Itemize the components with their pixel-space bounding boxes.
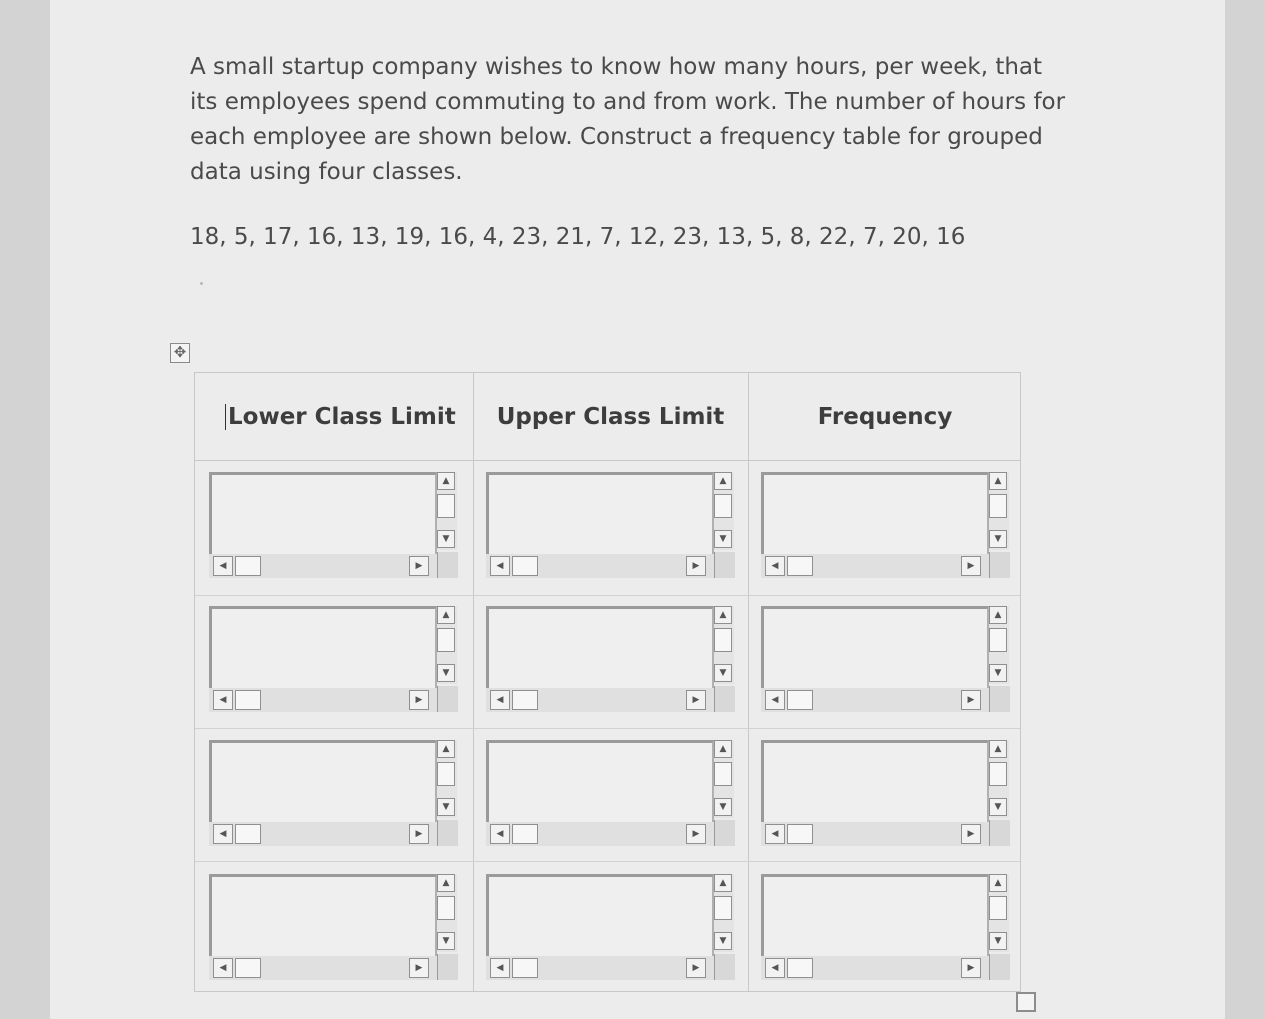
scroll-thumb[interactable]	[787, 958, 813, 978]
vertical-scrollbar[interactable]	[989, 606, 1009, 684]
textarea-widget	[761, 472, 1013, 584]
arrow-left-icon[interactable]: ◀	[765, 824, 785, 844]
column-divider	[473, 373, 474, 991]
textarea-widget	[761, 740, 1013, 852]
horizontal-scrollbar[interactable]	[761, 554, 989, 578]
scroll-thumb[interactable]	[235, 824, 261, 844]
arrow-up-icon[interactable]: ▲	[989, 740, 1007, 758]
scroll-thumb[interactable]	[512, 556, 538, 576]
arrow-up-icon[interactable]: ▲	[437, 472, 455, 490]
arrow-left-icon[interactable]: ◀	[765, 556, 785, 576]
scroll-corner	[714, 686, 735, 712]
scroll-thumb[interactable]	[714, 762, 732, 786]
scroll-thumb[interactable]	[437, 494, 455, 518]
vertical-scrollbar[interactable]	[437, 874, 457, 952]
scroll-thumb[interactable]	[989, 762, 1007, 786]
horizontal-scrollbar[interactable]	[486, 956, 714, 980]
question-text: A small startup company wishes to know how many hours, per week, that its employees spend commuting to and from work. The number of hours for each employee are shown below. Construct a frequency table for grouped data using four classes.	[190, 54, 1066, 185]
scroll-thumb[interactable]	[989, 494, 1007, 518]
arrow-right-icon[interactable]: ▶	[686, 556, 706, 576]
scroll-thumb[interactable]	[787, 824, 813, 844]
row-divider	[195, 861, 1020, 862]
arrow-right-icon[interactable]: ▶	[686, 958, 706, 978]
vertical-scrollbar[interactable]	[989, 740, 1009, 818]
arrow-up-icon[interactable]: ▲	[989, 874, 1007, 892]
scroll-thumb[interactable]	[787, 556, 813, 576]
data-values: 18, 5, 17, 16, 13, 19, 16, 4, 23, 21, 7, 12, 23, 13, 5, 8, 22, 7, 20, 16	[190, 224, 966, 250]
arrow-down-icon[interactable]: ▼	[989, 664, 1007, 682]
arrow-right-icon[interactable]: ▶	[961, 556, 981, 576]
arrow-up-icon[interactable]: ▲	[989, 606, 1007, 624]
scroll-thumb[interactable]	[437, 896, 455, 920]
arrow-up-icon[interactable]: ▲	[714, 606, 732, 624]
column-divider	[748, 373, 749, 991]
textarea-widget	[761, 606, 1013, 718]
textarea-widget	[209, 606, 461, 718]
arrow-down-icon[interactable]: ▼	[437, 530, 455, 548]
textarea-widget	[209, 740, 461, 852]
arrow-left-icon[interactable]: ◀	[213, 824, 233, 844]
scroll-corner	[714, 954, 735, 980]
textarea-widget	[209, 874, 461, 986]
arrow-up-icon[interactable]: ▲	[714, 472, 732, 490]
vertical-scrollbar[interactable]	[437, 472, 457, 550]
arrow-right-icon[interactable]: ▶	[409, 690, 429, 710]
arrow-down-icon[interactable]: ▼	[989, 798, 1007, 816]
horizontal-scrollbar[interactable]	[209, 688, 437, 712]
arrow-right-icon[interactable]: ▶	[686, 690, 706, 710]
vertical-scrollbar[interactable]	[714, 472, 734, 550]
move-icon[interactable]: ✥	[170, 343, 190, 363]
arrow-left-icon[interactable]: ◀	[490, 824, 510, 844]
scroll-corner	[714, 820, 735, 846]
scroll-thumb[interactable]	[235, 958, 261, 978]
horizontal-scrollbar[interactable]	[486, 822, 714, 846]
scroll-thumb[interactable]	[512, 958, 538, 978]
arrow-right-icon[interactable]: ▶	[409, 824, 429, 844]
scroll-thumb[interactable]	[437, 628, 455, 652]
scroll-corner	[989, 820, 1010, 846]
arrow-down-icon[interactable]: ▼	[437, 664, 455, 682]
vertical-scrollbar[interactable]	[989, 874, 1009, 952]
document-page	[50, 0, 1225, 1019]
vertical-scrollbar[interactable]	[437, 606, 457, 684]
row-divider	[195, 595, 1020, 596]
scroll-corner	[437, 552, 458, 578]
arrow-left-icon[interactable]: ◀	[213, 958, 233, 978]
text-caret	[225, 404, 226, 430]
scroll-corner	[714, 552, 735, 578]
horizontal-scrollbar[interactable]	[761, 956, 989, 980]
arrow-up-icon[interactable]: ▲	[714, 874, 732, 892]
textarea-widget	[486, 740, 738, 852]
scroll-thumb[interactable]	[989, 896, 1007, 920]
scroll-corner	[437, 686, 458, 712]
arrow-left-icon[interactable]: ◀	[213, 556, 233, 576]
scroll-thumb[interactable]	[512, 690, 538, 710]
scroll-thumb[interactable]	[235, 690, 261, 710]
scroll-thumb[interactable]	[512, 824, 538, 844]
vertical-scrollbar[interactable]	[714, 740, 734, 818]
scroll-thumb[interactable]	[714, 494, 732, 518]
textarea-widget	[209, 472, 461, 584]
table-header-row	[195, 373, 1020, 461]
scroll-corner	[437, 954, 458, 980]
scroll-corner	[989, 954, 1010, 980]
arrow-up-icon[interactable]: ▲	[437, 606, 455, 624]
stray-mark	[200, 282, 203, 285]
arrow-up-icon[interactable]: ▲	[714, 740, 732, 758]
header-lower-class-limit: Lower Class Limit	[195, 373, 473, 461]
arrow-left-icon[interactable]: ◀	[213, 690, 233, 710]
arrow-down-icon[interactable]: ▼	[714, 932, 732, 950]
horizontal-scrollbar[interactable]	[209, 956, 437, 980]
vertical-scrollbar[interactable]	[989, 472, 1009, 550]
arrow-right-icon[interactable]: ▶	[409, 958, 429, 978]
scroll-corner	[989, 552, 1010, 578]
horizontal-scrollbar[interactable]	[486, 554, 714, 578]
arrow-up-icon[interactable]: ▲	[437, 874, 455, 892]
horizontal-scrollbar[interactable]	[761, 822, 989, 846]
arrow-right-icon[interactable]: ▶	[961, 958, 981, 978]
arrow-right-icon[interactable]: ▶	[961, 824, 981, 844]
header-frequency: Frequency	[817, 404, 953, 430]
arrow-up-icon[interactable]: ▲	[437, 740, 455, 758]
arrow-left-icon[interactable]: ◀	[765, 690, 785, 710]
scroll-thumb[interactable]	[437, 762, 455, 786]
scroll-corner	[989, 686, 1010, 712]
arrow-down-icon[interactable]: ▼	[989, 932, 1007, 950]
horizontal-scrollbar[interactable]	[761, 688, 989, 712]
horizontal-scrollbar[interactable]	[209, 554, 437, 578]
scroll-thumb[interactable]	[714, 628, 732, 652]
scroll-thumb[interactable]	[787, 690, 813, 710]
arrow-down-icon[interactable]: ▼	[714, 530, 732, 548]
vertical-scrollbar[interactable]	[437, 740, 457, 818]
row-divider	[195, 728, 1020, 729]
arrow-left-icon[interactable]: ◀	[490, 690, 510, 710]
vertical-scrollbar[interactable]	[714, 874, 734, 952]
scroll-corner	[437, 820, 458, 846]
resize-handle[interactable]	[1016, 992, 1036, 1012]
arrow-down-icon[interactable]: ▼	[714, 798, 732, 816]
arrow-down-icon[interactable]: ▼	[437, 798, 455, 816]
textarea-widget	[761, 874, 1013, 986]
horizontal-scrollbar[interactable]	[486, 688, 714, 712]
scroll-thumb[interactable]	[989, 628, 1007, 652]
arrow-right-icon[interactable]: ▶	[961, 690, 981, 710]
scroll-thumb[interactable]	[235, 556, 261, 576]
textarea-widget	[486, 606, 738, 718]
arrow-left-icon[interactable]: ◀	[490, 556, 510, 576]
arrow-down-icon[interactable]: ▼	[714, 664, 732, 682]
textarea-widget	[486, 472, 738, 584]
arrow-right-icon[interactable]: ▶	[409, 556, 429, 576]
textarea-widget	[486, 874, 738, 986]
arrow-left-icon[interactable]: ◀	[765, 958, 785, 978]
header-upper-class-limit: Upper Class Limit	[496, 404, 725, 430]
arrow-right-icon[interactable]: ▶	[686, 824, 706, 844]
horizontal-scrollbar[interactable]	[209, 822, 437, 846]
arrow-up-icon[interactable]: ▲	[989, 472, 1007, 490]
scroll-thumb[interactable]	[714, 896, 732, 920]
arrow-down-icon[interactable]: ▼	[989, 530, 1007, 548]
arrow-left-icon[interactable]: ◀	[490, 958, 510, 978]
vertical-scrollbar[interactable]	[714, 606, 734, 684]
arrow-down-icon[interactable]: ▼	[437, 932, 455, 950]
